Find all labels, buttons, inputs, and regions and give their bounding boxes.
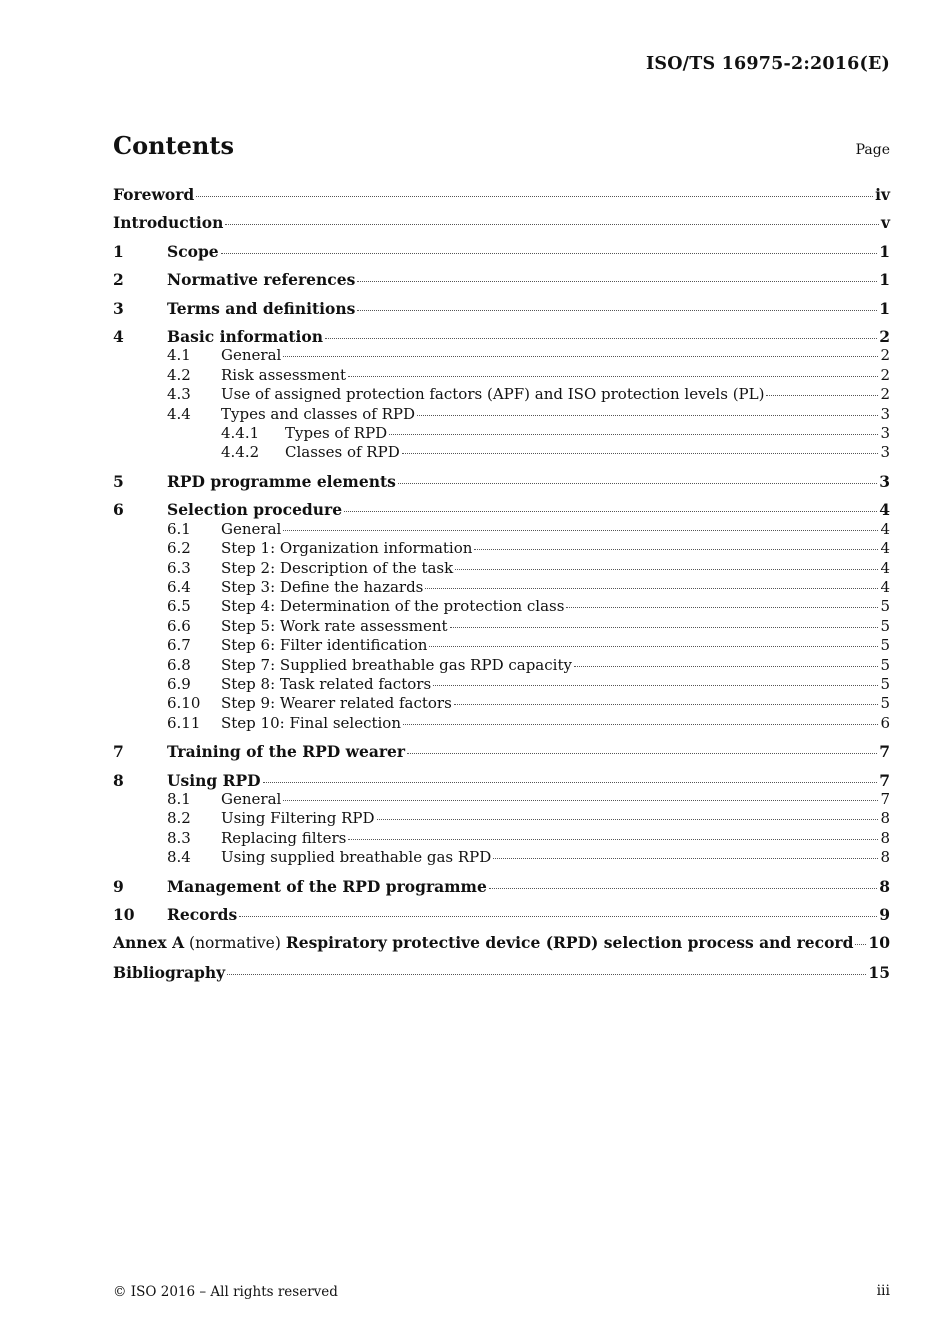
toc-entry-number: 8.4 bbox=[167, 848, 191, 867]
toc-entry-page: 2 bbox=[880, 385, 890, 404]
toc-entry[interactable] bbox=[113, 299, 890, 318]
dot-leader bbox=[377, 819, 879, 820]
toc-entry-number: 4.4 bbox=[167, 404, 191, 423]
toc-entry-page: 2 bbox=[880, 365, 890, 384]
toc-entry-page: 10 bbox=[868, 933, 890, 953]
dot-leader bbox=[493, 858, 878, 859]
dot-leader bbox=[429, 646, 878, 647]
toc-entry-page: 15 bbox=[868, 962, 890, 982]
toc-entry-number: 1 bbox=[113, 241, 124, 261]
table-of-contents bbox=[113, 185, 890, 982]
dot-leader bbox=[425, 588, 878, 589]
toc-entry[interactable] bbox=[113, 443, 890, 462]
toc-entry-page: 5 bbox=[880, 655, 890, 674]
toc-entry-number: 6.5 bbox=[167, 597, 191, 616]
toc-entry[interactable] bbox=[113, 597, 890, 616]
toc-entry-number: 9 bbox=[113, 876, 124, 896]
toc-entry-page: 6 bbox=[880, 713, 890, 732]
toc-entry-page: 4 bbox=[880, 558, 890, 577]
toc-entry-page: 1 bbox=[879, 270, 890, 290]
dot-leader bbox=[450, 627, 879, 628]
dot-leader bbox=[263, 782, 878, 783]
toc-entry-number: 4.4.1 bbox=[221, 424, 260, 443]
toc-entry-number: 6.8 bbox=[167, 655, 191, 674]
document-id-header: ISO/TS 16975-2:2016(E) bbox=[646, 54, 890, 74]
toc-entry-number: 4.3 bbox=[167, 385, 191, 404]
toc-entry-title: General bbox=[221, 789, 282, 808]
toc-entry-page: 5 bbox=[880, 597, 890, 616]
dot-leader bbox=[407, 753, 877, 754]
toc-entry-page: 8 bbox=[880, 848, 890, 867]
toc-entry-page: 2 bbox=[880, 346, 890, 365]
toc-entry-page: 5 bbox=[880, 674, 890, 693]
annex-label: Annex A bbox=[113, 933, 185, 953]
toc-entry[interactable] bbox=[113, 905, 890, 924]
toc-entry-title: Training of the RPD wearer bbox=[167, 742, 406, 762]
toc-entry-title: Management of the RPD programme bbox=[167, 876, 487, 896]
toc-entry[interactable] bbox=[113, 559, 890, 578]
toc-entry-title: Step 3: Define the hazards bbox=[221, 577, 424, 596]
toc-entry-title: Bibliography bbox=[113, 962, 226, 982]
annex-title: Respiratory protective device (RPD) selection process and record bbox=[285, 933, 854, 953]
toc-entry[interactable] bbox=[113, 848, 890, 867]
toc-entry-title: Step 6: Filter identification bbox=[221, 636, 428, 655]
toc-entry-page: 4 bbox=[880, 539, 890, 558]
toc-entry-number: 6.4 bbox=[167, 577, 191, 596]
dot-leader bbox=[574, 666, 879, 667]
toc-entry-number: 6.3 bbox=[167, 558, 191, 577]
toc-entry-title: Scope bbox=[167, 241, 219, 261]
toc-entry-number: 8.3 bbox=[167, 828, 191, 847]
toc-entry[interactable] bbox=[113, 270, 890, 289]
dot-leader bbox=[398, 483, 877, 484]
toc-entry-number: 6.6 bbox=[167, 616, 191, 635]
toc-entry-title: Selection procedure bbox=[167, 500, 343, 520]
toc-entry-page: 8 bbox=[879, 876, 890, 896]
toc-entry-title: Step 1: Organization information bbox=[221, 539, 473, 558]
toc-entry-page: v bbox=[880, 213, 890, 233]
toc-entry-page: 2 bbox=[879, 327, 890, 347]
toc-entry-page: iv bbox=[875, 185, 890, 204]
toc-entry-title: Classes of RPD bbox=[285, 443, 400, 462]
toc-entry[interactable] bbox=[113, 617, 890, 636]
dot-leader bbox=[225, 224, 879, 225]
toc-entry[interactable] bbox=[113, 213, 890, 232]
toc-entry-title: Using Filtering RPD bbox=[221, 809, 375, 828]
toc-entry[interactable] bbox=[113, 327, 890, 346]
toc-entry-title: Step 9: Wearer related factors bbox=[221, 694, 452, 713]
dot-leader bbox=[402, 453, 879, 454]
toc-entry[interactable] bbox=[113, 933, 890, 953]
toc-entry[interactable] bbox=[113, 405, 890, 424]
toc-entry-page: 4 bbox=[880, 519, 890, 538]
toc-entry[interactable] bbox=[113, 366, 890, 385]
toc-entry-number: 4.4.2 bbox=[221, 443, 260, 462]
toc-entry-title: Records bbox=[167, 905, 238, 924]
toc-entry-page: 8 bbox=[880, 809, 890, 828]
dot-leader bbox=[474, 549, 878, 550]
toc-entry[interactable] bbox=[113, 790, 890, 809]
toc-entry[interactable] bbox=[113, 656, 890, 675]
toc-entry-title: RPD programme elements bbox=[167, 471, 396, 491]
toc-entry-title: Normative references bbox=[167, 270, 356, 290]
toc-entry-title: General bbox=[221, 346, 282, 365]
toc-entry-page: 3 bbox=[880, 443, 890, 462]
toc-entry-page: 9 bbox=[879, 905, 890, 924]
page-number: iii bbox=[876, 1283, 890, 1299]
toc-entry-number: 6.7 bbox=[167, 636, 191, 655]
dot-leader bbox=[357, 281, 877, 282]
toc-entry-title: Using supplied breathable gas RPD bbox=[221, 848, 492, 867]
toc-entry-number: 8 bbox=[113, 770, 124, 790]
dot-leader bbox=[389, 434, 878, 435]
dot-leader bbox=[221, 253, 878, 254]
toc-entry-number: 6.2 bbox=[167, 539, 191, 558]
toc-entry-number: 3 bbox=[113, 298, 124, 318]
toc-entry-title: Step 2: Description of the task bbox=[221, 558, 454, 577]
toc-entry-title: Basic information bbox=[167, 327, 324, 347]
toc-entry-number: 6 bbox=[113, 500, 124, 520]
dot-leader bbox=[566, 607, 878, 608]
toc-entry-number: 6.9 bbox=[167, 674, 191, 693]
dot-leader bbox=[357, 310, 877, 311]
toc-entry[interactable] bbox=[113, 385, 890, 404]
toc-entry[interactable] bbox=[113, 963, 890, 982]
toc-entry-number: 6.10 bbox=[167, 694, 201, 713]
toc-entry-page: 5 bbox=[880, 694, 890, 713]
toc-entry[interactable] bbox=[113, 675, 890, 694]
toc-entry[interactable] bbox=[113, 742, 890, 761]
dot-leader bbox=[433, 685, 878, 686]
toc-entry-page: 3 bbox=[880, 424, 890, 443]
toc-entry[interactable] bbox=[113, 877, 890, 896]
page-column-label: Page bbox=[855, 142, 890, 158]
toc-entry-page: 5 bbox=[880, 636, 890, 655]
toc-entry-number: 4 bbox=[113, 327, 124, 347]
dot-leader bbox=[454, 704, 879, 705]
toc-entry-title: Foreword bbox=[113, 185, 195, 204]
toc-entry[interactable] bbox=[113, 694, 890, 713]
toc-entry[interactable] bbox=[113, 242, 890, 261]
dot-leader bbox=[403, 724, 878, 725]
toc-entry-number: 8.1 bbox=[167, 789, 191, 808]
toc-entry-number: 4.1 bbox=[167, 346, 191, 365]
toc-entry[interactable] bbox=[113, 714, 890, 733]
toc-entry[interactable] bbox=[113, 346, 890, 365]
toc-entry-title: Step 4: Determination of the protection class bbox=[221, 597, 565, 616]
toc-entry[interactable] bbox=[113, 424, 890, 443]
toc-entry-number: 10 bbox=[113, 905, 135, 924]
toc-entry-page: 4 bbox=[880, 577, 890, 596]
toc-entry-page: 4 bbox=[879, 500, 890, 520]
toc-entry-number: 4.2 bbox=[167, 365, 191, 384]
toc-entry[interactable] bbox=[113, 500, 890, 519]
dot-leader bbox=[766, 395, 878, 396]
toc-entry-title: General bbox=[221, 519, 282, 538]
dot-leader bbox=[348, 839, 878, 840]
toc-entry-page: 7 bbox=[880, 789, 890, 808]
dot-leader bbox=[325, 338, 877, 339]
toc-entry[interactable] bbox=[113, 809, 890, 828]
toc-entry-title: Step 7: Supplied breathable gas RPD capacity bbox=[221, 655, 572, 674]
dot-leader bbox=[283, 530, 878, 531]
toc-entry[interactable] bbox=[113, 472, 890, 491]
dot-leader bbox=[855, 944, 866, 945]
toc-entry-title: Types of RPD bbox=[285, 424, 388, 443]
dot-leader bbox=[344, 511, 877, 512]
toc-entry-title: Types and classes of RPD bbox=[221, 404, 416, 423]
toc-entry[interactable] bbox=[113, 520, 890, 539]
toc-entry-number: 7 bbox=[113, 742, 124, 762]
dot-leader bbox=[489, 888, 877, 889]
toc-entry-number: 6.11 bbox=[167, 713, 201, 732]
toc-entry-title: Step 5: Work rate assessment bbox=[221, 616, 448, 635]
toc-entry-title: Using RPD bbox=[167, 770, 261, 790]
toc-entry-number: 6.1 bbox=[167, 519, 191, 538]
dot-leader bbox=[227, 974, 866, 975]
toc-entry-title: Introduction bbox=[113, 213, 224, 233]
toc-entry-number: 8.2 bbox=[167, 809, 191, 828]
dot-leader bbox=[196, 196, 873, 197]
toc-entry[interactable] bbox=[113, 578, 890, 597]
copyright-footer: © ISO 2016 – All rights reserved bbox=[113, 1284, 338, 1300]
toc-entry-title: Step 8: Task related factors bbox=[221, 674, 432, 693]
toc-entry-page: 5 bbox=[880, 616, 890, 635]
toc-entry-page: 1 bbox=[879, 298, 890, 318]
dot-leader bbox=[417, 415, 878, 416]
toc-entry-page: 7 bbox=[879, 742, 890, 762]
contents-title: Contents bbox=[113, 131, 234, 160]
toc-entry-page: 3 bbox=[880, 404, 890, 423]
toc-entry[interactable] bbox=[113, 636, 890, 655]
toc-entry-title: Step 10: Final selection bbox=[221, 713, 401, 732]
dot-leader bbox=[283, 356, 878, 357]
toc-entry-title: Use of assigned protection factors (APF) and ISO protection levels (PL) bbox=[221, 385, 765, 404]
toc-entry-title: Risk assessment bbox=[221, 365, 347, 384]
toc-entry-title bbox=[113, 933, 853, 953]
annex-normative-label: (normative) bbox=[184, 934, 286, 953]
toc-entry[interactable] bbox=[113, 771, 890, 790]
toc-entry-page: 3 bbox=[879, 471, 890, 491]
toc-entry-title: Replacing filters bbox=[221, 828, 347, 847]
dot-leader bbox=[348, 376, 878, 377]
toc-entry-number: 2 bbox=[113, 270, 124, 290]
toc-entry-page: 7 bbox=[879, 770, 890, 790]
toc-entry[interactable] bbox=[113, 539, 890, 558]
toc-entry-title: Terms and definitions bbox=[167, 298, 356, 318]
toc-entry-page: 8 bbox=[880, 828, 890, 847]
dot-leader bbox=[455, 569, 878, 570]
toc-entry[interactable] bbox=[113, 185, 890, 204]
dot-leader bbox=[239, 916, 877, 917]
dot-leader bbox=[283, 800, 878, 801]
toc-entry-page: 1 bbox=[879, 241, 890, 261]
toc-entry-number: 5 bbox=[113, 471, 124, 491]
toc-entry[interactable] bbox=[113, 829, 890, 848]
